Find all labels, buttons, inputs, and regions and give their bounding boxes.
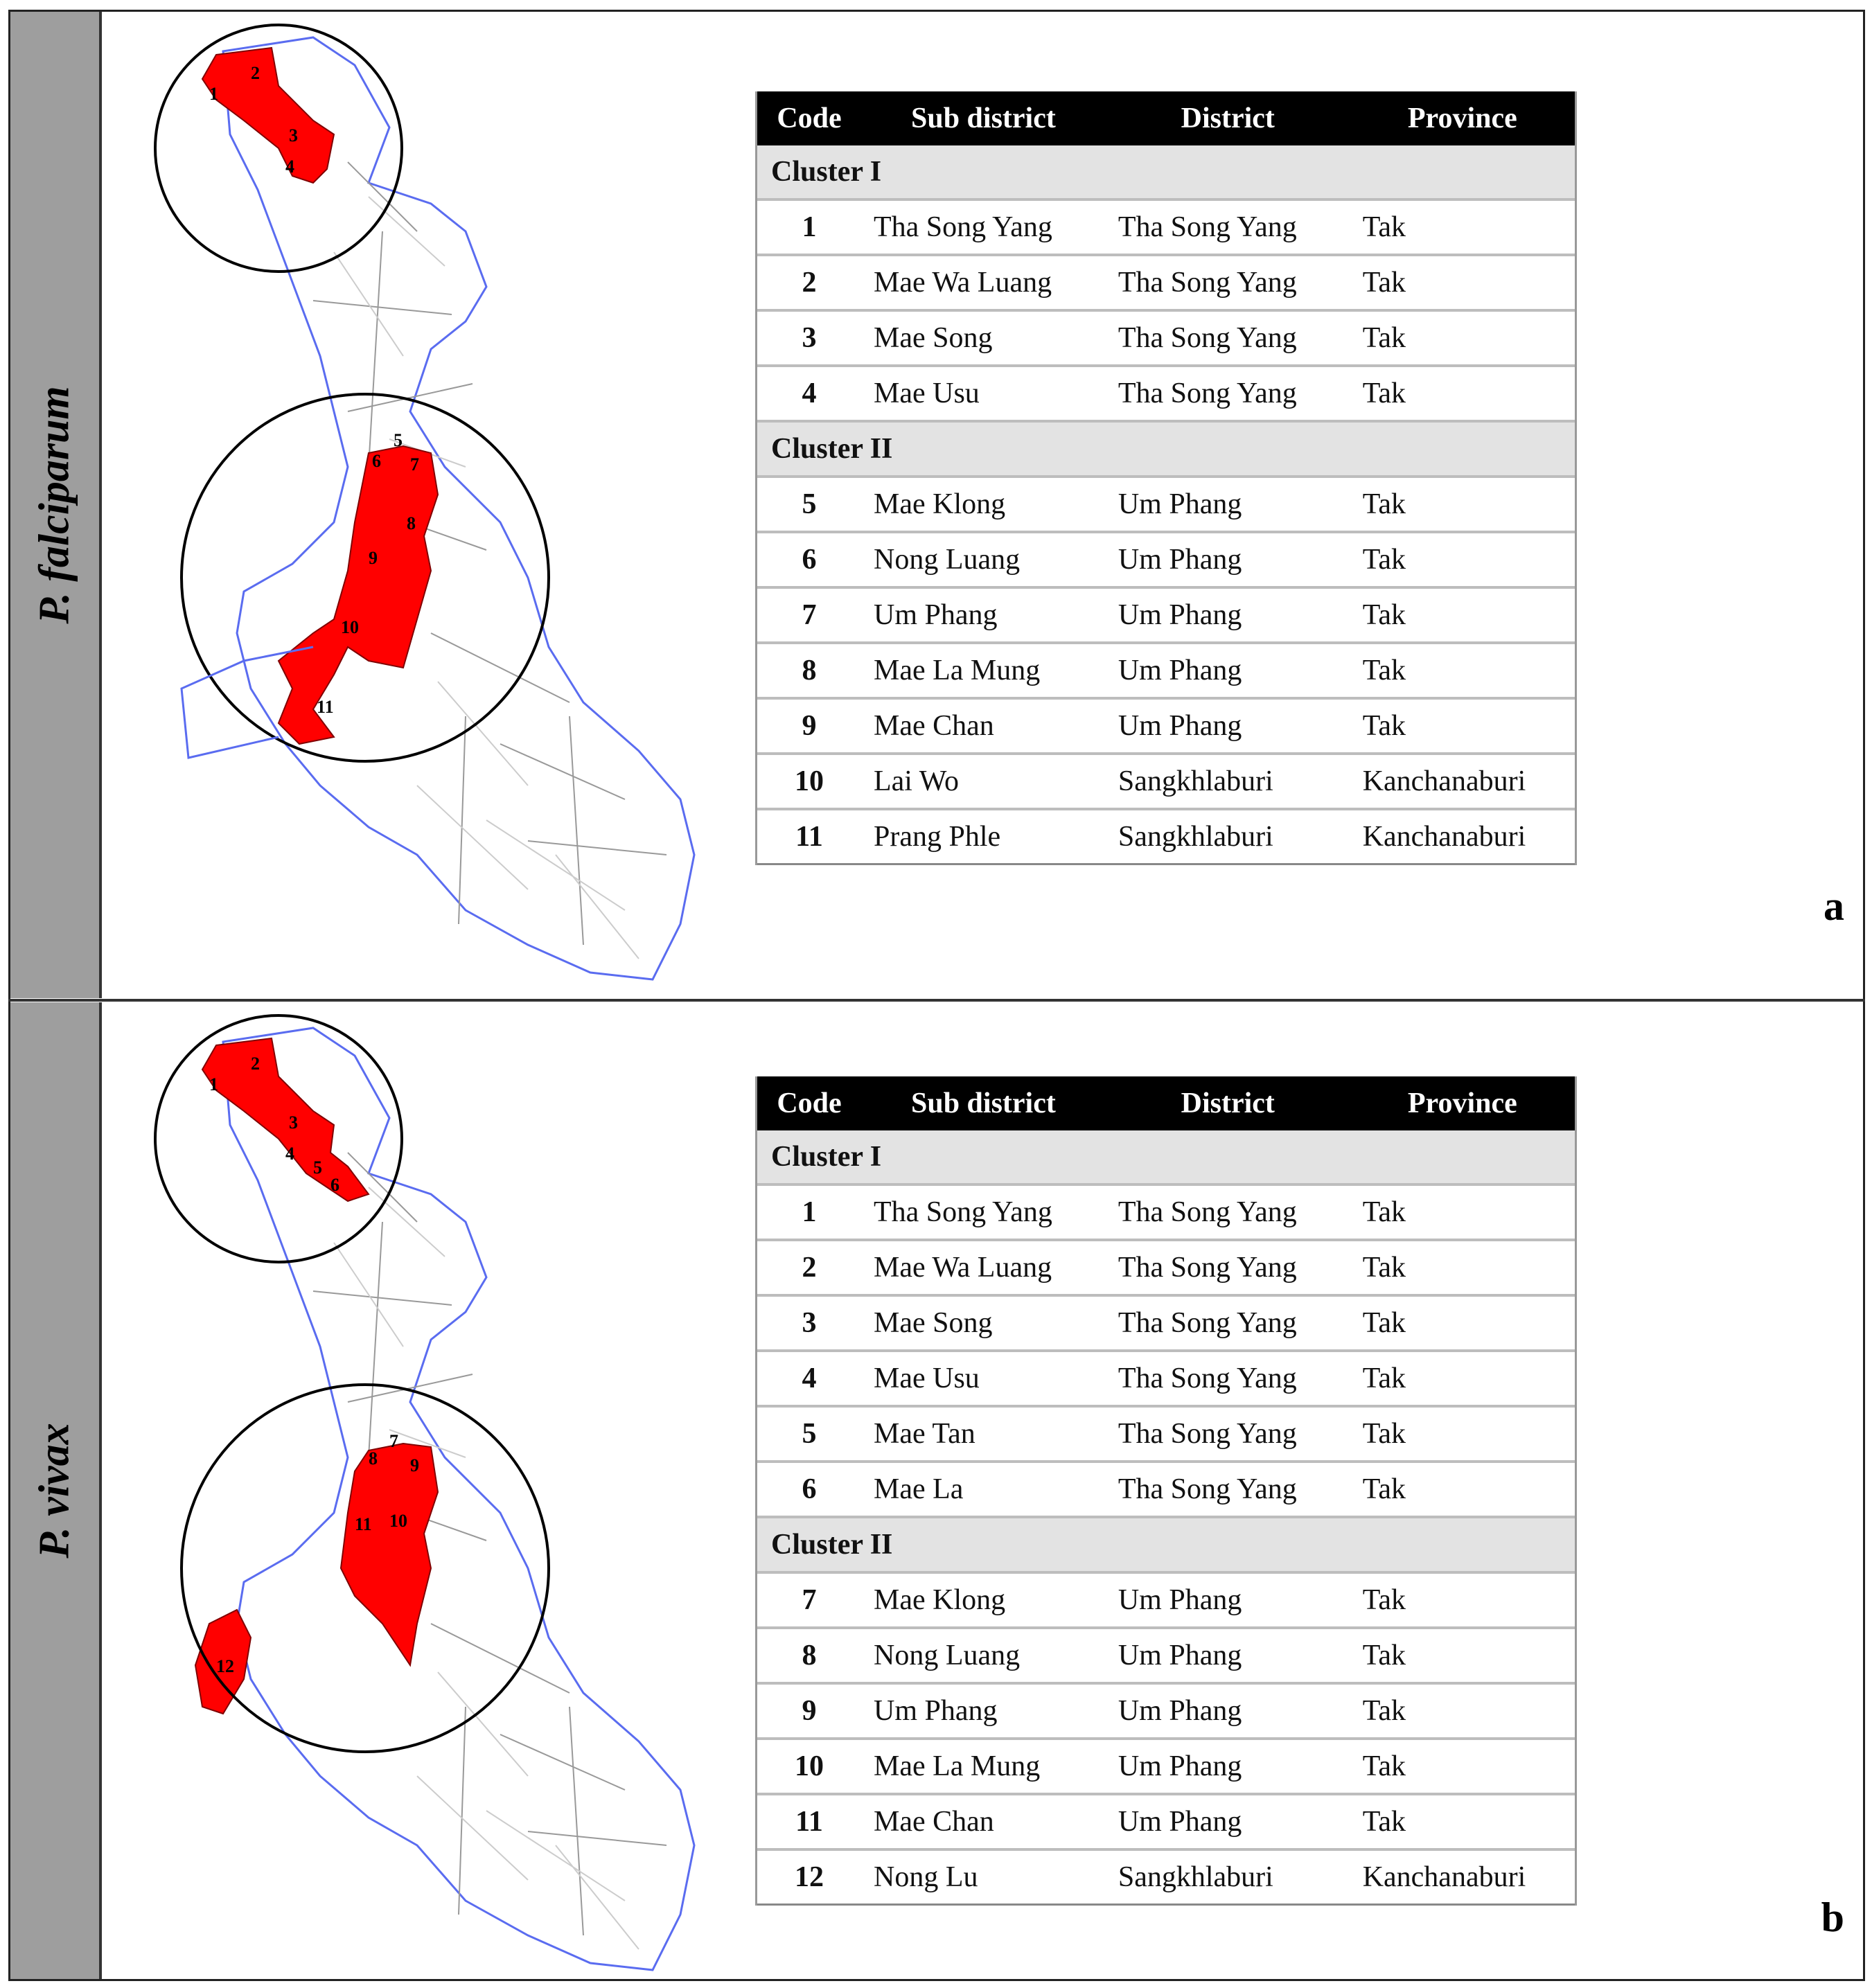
table-cell: 3 — [757, 1295, 861, 1351]
cluster-row — [757, 1517, 1575, 1572]
table-cell: 2 — [757, 255, 861, 310]
table-row — [757, 809, 1575, 864]
table-cell: 10 — [757, 1739, 861, 1794]
table-cell: 6 — [757, 532, 861, 587]
table-cell: Lai Wo — [861, 754, 1106, 809]
map-label-10: 10 — [341, 617, 359, 637]
table-cell: 1 — [757, 1184, 861, 1240]
table-cell: Tha Song Yang — [1106, 366, 1350, 421]
table-row — [757, 754, 1575, 809]
table-cell: 6 — [757, 1462, 861, 1517]
table-cell: Mae Song — [861, 310, 1106, 366]
table-row — [757, 1739, 1575, 1794]
table-row — [757, 1295, 1575, 1351]
table-row — [757, 1240, 1575, 1295]
table-cell: 11 — [757, 1794, 861, 1849]
table-cell: Tha Song Yang — [1106, 199, 1350, 255]
table-cell: Um Phang — [1106, 643, 1350, 698]
header-subdistrict: Sub district — [861, 1076, 1106, 1130]
table-cell: Tak — [1350, 477, 1575, 532]
map-label-3: 3 — [289, 125, 298, 145]
table-row — [757, 1406, 1575, 1462]
map-label-6: 6 — [330, 1175, 339, 1195]
table-cell: Tak — [1350, 587, 1575, 643]
table-cell: Um Phang — [1106, 532, 1350, 587]
header-province: Province — [1350, 1076, 1575, 1130]
table-cell: Nong Lu — [861, 1849, 1106, 1905]
map-label-5: 5 — [313, 1157, 322, 1178]
map-label-8: 8 — [407, 513, 416, 533]
table-row — [757, 1849, 1575, 1905]
table-row — [757, 1683, 1575, 1739]
map-label-5: 5 — [394, 430, 403, 450]
table-row — [757, 643, 1575, 698]
header-code: Code — [757, 91, 861, 145]
table-cell: Um Phang — [1106, 1572, 1350, 1628]
panel-b — [8, 1000, 1865, 1981]
table-cell: Nong Luang — [861, 532, 1106, 587]
table-cell: Um Phang — [1106, 587, 1350, 643]
table-row — [757, 532, 1575, 587]
table-row — [757, 1628, 1575, 1683]
header-district: District — [1106, 1076, 1350, 1130]
table-row — [757, 310, 1575, 366]
table-cell: Mae Wa Luang — [861, 255, 1106, 310]
cluster-row — [757, 145, 1575, 199]
table-cell: Mae Klong — [861, 477, 1106, 532]
table-cell: Mae Wa Luang — [861, 1240, 1106, 1295]
table-cell: Um Phang — [1106, 477, 1350, 532]
map-label-2: 2 — [251, 1054, 260, 1074]
table-cell: Tak — [1350, 1295, 1575, 1351]
table-cell: Tak — [1350, 1683, 1575, 1739]
table-cell: Tha Song Yang — [1106, 1240, 1350, 1295]
table-cell: Tak — [1350, 1240, 1575, 1295]
species-label: P. falciparum — [30, 386, 78, 624]
table-cell: Tha Song Yang — [1106, 1351, 1350, 1406]
map-label-7: 7 — [389, 1431, 398, 1451]
table-cell: 2 — [757, 1240, 861, 1295]
map-label-6: 6 — [372, 451, 381, 471]
table-cell: 5 — [757, 1406, 861, 1462]
table-cell: Sangkhlaburi — [1106, 754, 1350, 809]
table-cell: Tak — [1350, 1739, 1575, 1794]
table-cell: Sangkhlaburi — [1106, 809, 1350, 864]
map-label-11: 11 — [355, 1514, 372, 1534]
table-cell: Mae La — [861, 1462, 1106, 1517]
map-label-1: 1 — [209, 84, 218, 104]
table-cell: Mae Chan — [861, 698, 1106, 754]
table-cell: Um Phang — [1106, 1794, 1350, 1849]
province-outline — [223, 1028, 694, 1970]
table-cell: Tak — [1350, 698, 1575, 754]
table-cell: 11 — [757, 809, 861, 864]
table-cell: Um Phang — [1106, 1628, 1350, 1683]
table-cell: Tha Song Yang — [1106, 1406, 1350, 1462]
table-row — [757, 1572, 1575, 1628]
map-label-4: 4 — [285, 157, 294, 177]
subdistrict-table-b — [755, 1076, 1577, 1906]
table-row — [757, 477, 1575, 532]
table-cell: 7 — [757, 1572, 861, 1628]
table-cell: 9 — [757, 1683, 861, 1739]
table-row — [757, 1794, 1575, 1849]
table-cell: Tak — [1350, 255, 1575, 310]
table-cell: Tha Song Yang — [861, 199, 1106, 255]
table-cell: Cluster I — [757, 1130, 1575, 1184]
panel-letter: a — [1824, 883, 1844, 929]
panel-a — [8, 10, 1865, 1000]
table-row — [757, 255, 1575, 310]
table-cell: 7 — [757, 587, 861, 643]
header-province: Province — [1350, 91, 1575, 145]
table-cell: Kanchanaburi — [1350, 754, 1575, 809]
table-cell: 4 — [757, 366, 861, 421]
map-label-8: 8 — [369, 1448, 378, 1468]
table-cell: Mae Usu — [861, 1351, 1106, 1406]
table-cell: Um Phang — [861, 587, 1106, 643]
subdistrict-table-a — [755, 91, 1577, 865]
table-cell: Tak — [1350, 1184, 1575, 1240]
table-row — [757, 698, 1575, 754]
header-subdistrict: Sub district — [861, 91, 1106, 145]
table-cell: Nong Luang — [861, 1628, 1106, 1683]
table-cell: Tha Song Yang — [861, 1184, 1106, 1240]
table-cell: 1 — [757, 199, 861, 255]
table-cell: 8 — [757, 1628, 861, 1683]
map-label-12: 12 — [216, 1656, 234, 1676]
table-cell: Tak — [1350, 366, 1575, 421]
table-cell: Kanchanaburi — [1350, 809, 1575, 864]
table-cell: Cluster II — [757, 421, 1575, 477]
table-cell: 3 — [757, 310, 861, 366]
header-district: District — [1106, 91, 1350, 145]
map-label-7: 7 — [410, 454, 419, 474]
map-label-2: 2 — [251, 63, 260, 83]
table-cell: 5 — [757, 477, 861, 532]
header-code: Code — [757, 1076, 861, 1130]
map-label-9: 9 — [369, 548, 378, 568]
cluster-map — [140, 24, 722, 993]
table-cell: Tak — [1350, 1628, 1575, 1683]
table-cell: 10 — [757, 754, 861, 809]
map-label-4: 4 — [285, 1144, 294, 1164]
table-cell: Cluster II — [757, 1517, 1575, 1572]
table-cell: Um Phang — [1106, 1683, 1350, 1739]
table-cell: Um Phang — [861, 1683, 1106, 1739]
table-row — [757, 199, 1575, 255]
table-cell: Mae La Mung — [861, 643, 1106, 698]
table-cell: 4 — [757, 1351, 861, 1406]
table-row — [757, 366, 1575, 421]
species-sidebar — [10, 12, 102, 998]
table-cell: 9 — [757, 698, 861, 754]
table-cell: 12 — [757, 1849, 861, 1905]
table-cell: Sangkhlaburi — [1106, 1849, 1350, 1905]
table-cell: Tak — [1350, 1794, 1575, 1849]
table-cell: Mae Song — [861, 1295, 1106, 1351]
panel-letter: b — [1821, 1894, 1844, 1940]
table-cell: Tak — [1350, 1572, 1575, 1628]
table-cell: Tha Song Yang — [1106, 255, 1350, 310]
species-label: P. vivax — [30, 1423, 78, 1559]
table-row — [757, 1351, 1575, 1406]
cluster-row — [757, 1130, 1575, 1184]
table-cell: Tha Song Yang — [1106, 1462, 1350, 1517]
table-row — [757, 587, 1575, 643]
map-label-3: 3 — [289, 1112, 298, 1133]
cluster-map — [140, 1014, 722, 1984]
table-cell: Mae Tan — [861, 1406, 1106, 1462]
map-label-9: 9 — [410, 1455, 419, 1475]
table-cell: Tak — [1350, 532, 1575, 587]
table-cell: Tak — [1350, 199, 1575, 255]
table-cell: Tak — [1350, 1351, 1575, 1406]
cluster-row — [757, 421, 1575, 477]
table-cell: Tak — [1350, 643, 1575, 698]
table-cell: Prang Phle — [861, 809, 1106, 864]
table-cell: Kanchanaburi — [1350, 1849, 1575, 1905]
table-cell: Tha Song Yang — [1106, 1184, 1350, 1240]
table-cell: Cluster I — [757, 145, 1575, 199]
table-cell: Tak — [1350, 1406, 1575, 1462]
table-cell: Tha Song Yang — [1106, 310, 1350, 366]
table-cell: Tak — [1350, 1462, 1575, 1517]
table-cell: Mae Usu — [861, 366, 1106, 421]
table-row — [757, 1184, 1575, 1240]
table-cell: Tak — [1350, 310, 1575, 366]
map-label-1: 1 — [209, 1074, 218, 1094]
table-cell: Mae La Mung — [861, 1739, 1106, 1794]
map-label-11: 11 — [317, 697, 334, 717]
table-row — [757, 1462, 1575, 1517]
province-outline — [223, 37, 694, 979]
table-cell: Um Phang — [1106, 698, 1350, 754]
species-sidebar — [10, 1002, 102, 1979]
table-cell: Um Phang — [1106, 1739, 1350, 1794]
table-cell: Mae Klong — [861, 1572, 1106, 1628]
map-label-10: 10 — [389, 1511, 407, 1531]
table-cell: Tha Song Yang — [1106, 1295, 1350, 1351]
table-cell: Mae Chan — [861, 1794, 1106, 1849]
table-cell: 8 — [757, 643, 861, 698]
